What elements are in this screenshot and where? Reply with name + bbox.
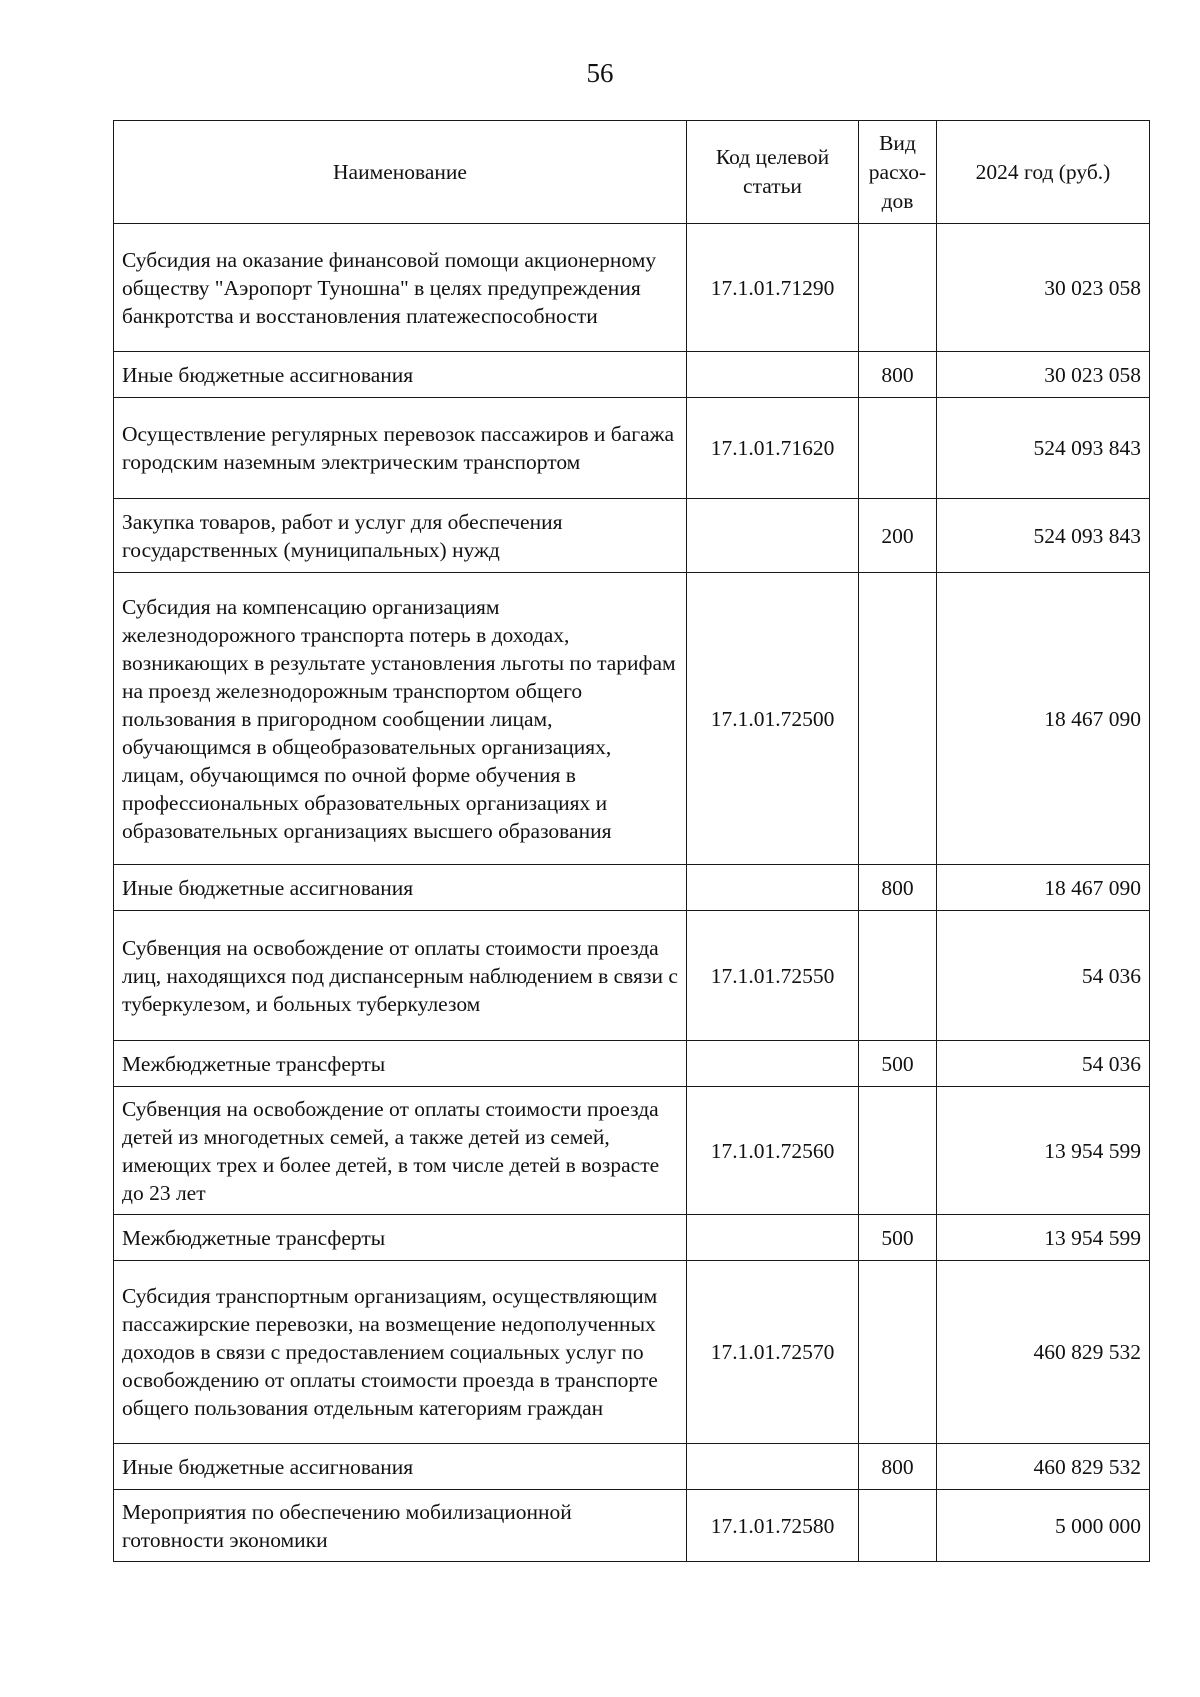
table-row: [114, 1490, 1150, 1562]
row-name: Иные бюджетные ассигнования: [114, 1444, 687, 1490]
row-amount: 524 093 843: [937, 499, 1150, 573]
table-row: [114, 352, 1150, 398]
row-code: 17.1.01.71290: [687, 224, 859, 352]
row-kind: [859, 1087, 937, 1215]
table-row: [114, 1041, 1150, 1087]
row-code: 17.1.01.72550: [687, 911, 859, 1041]
row-kind: 800: [859, 865, 937, 911]
table-row: [114, 573, 1150, 865]
row-name: Субсидия транспортным организациям, осуществляющим пассажирские перевозки, на возмещение недополученных доходов в связи с предоставлением социальных услуг по освобождению от оплаты стоимости проезда в транспорте общего пользования отдельным категориям граждан: [114, 1261, 687, 1444]
row-amount: 54 036: [937, 911, 1150, 1041]
row-code: [687, 1444, 859, 1490]
row-kind: [859, 1490, 937, 1562]
row-kind: 200: [859, 499, 937, 573]
row-kind: 500: [859, 1041, 937, 1087]
row-name: Межбюджетные трансферты: [114, 1215, 687, 1261]
page-number: 56: [586, 58, 614, 88]
header-name: Наименование: [114, 121, 687, 224]
row-amount: 13 954 599: [937, 1215, 1150, 1261]
table-row: [114, 1215, 1150, 1261]
row-name: Иные бюджетные ассигнования: [114, 352, 687, 398]
row-kind: [859, 1261, 937, 1444]
row-kind: [859, 224, 937, 352]
row-name: Межбюджетные трансферты: [114, 1041, 687, 1087]
row-name: Субвенция на освобождение от оплаты стоимости проезда детей из многодетных семей, а также детей из семей, имеющих трех и более детей, в том числе детей в возрасте до 23 лет: [114, 1087, 687, 1215]
row-code: 17.1.01.72500: [687, 573, 859, 865]
row-code: 17.1.01.72560: [687, 1087, 859, 1215]
row-name: Мероприятия по обеспечению мобилизационной готовности экономики: [114, 1490, 687, 1562]
row-name: Субвенция на освобождение от оплаты стоимости проезда лиц, находящихся под диспансерным наблюдением в связи с туберкулезом, и больных туберкулезом: [114, 911, 687, 1041]
header-code: Код целевой статьи: [687, 121, 859, 224]
header-kind: Вид расхо-дов: [859, 121, 937, 224]
row-amount: 13 954 599: [937, 1087, 1150, 1215]
budget-table: [113, 120, 1150, 1562]
header-row: [114, 121, 1150, 224]
row-amount: 30 023 058: [937, 352, 1150, 398]
row-name: Субсидия на оказание финансовой помощи акционерному обществу "Аэропорт Туношна" в целях предупреждения банкротства и восстановления платежеспособности: [114, 224, 687, 352]
row-code: 17.1.01.72580: [687, 1490, 859, 1562]
row-amount: 18 467 090: [937, 573, 1150, 865]
row-code: 17.1.01.71620: [687, 398, 859, 499]
table-row: [114, 499, 1150, 573]
row-amount: 18 467 090: [937, 865, 1150, 911]
row-kind: [859, 911, 937, 1041]
row-name: Субсидия на компенсацию организациям железнодорожного транспорта потерь в доходах, возникающих в результате установления льготы по тарифам на проезд железнодорожным транспортом общего пользования в пригородном сообщении лицам, обучающимся в общеобразовательных организациях, лицам, обучающимся по очной форме обучения в профессиональных образовательных организациях и образовательных организациях высшего образования: [114, 573, 687, 865]
row-code: 17.1.01.72570: [687, 1261, 859, 1444]
row-amount: 460 829 532: [937, 1444, 1150, 1490]
header-year: 2024 год (руб.): [937, 121, 1150, 224]
row-code: [687, 352, 859, 398]
row-name: Осуществление регулярных перевозок пассажиров и багажа городским наземным электрическим транспортом: [114, 398, 687, 499]
row-amount: 524 093 843: [937, 398, 1150, 499]
table-row: [114, 224, 1150, 352]
row-code: [687, 1041, 859, 1087]
table-row: [114, 1261, 1150, 1444]
row-kind: [859, 398, 937, 499]
table-row: [114, 911, 1150, 1041]
table-row: [114, 865, 1150, 911]
row-kind: [859, 573, 937, 865]
row-code: [687, 1215, 859, 1261]
row-amount: 30 023 058: [937, 224, 1150, 352]
row-amount: 5 000 000: [937, 1490, 1150, 1562]
row-name: Закупка товаров, работ и услуг для обеспечения государственных (муниципальных) нужд: [114, 499, 687, 573]
row-amount: 54 036: [937, 1041, 1150, 1087]
row-name: Иные бюджетные ассигнования: [114, 865, 687, 911]
table-row: [114, 398, 1150, 499]
row-kind: 500: [859, 1215, 937, 1261]
row-kind: 800: [859, 352, 937, 398]
row-kind: 800: [859, 1444, 937, 1490]
table-row: [114, 1087, 1150, 1215]
table-row: [114, 1444, 1150, 1490]
row-code: [687, 499, 859, 573]
row-amount: 460 829 532: [937, 1261, 1150, 1444]
row-code: [687, 865, 859, 911]
